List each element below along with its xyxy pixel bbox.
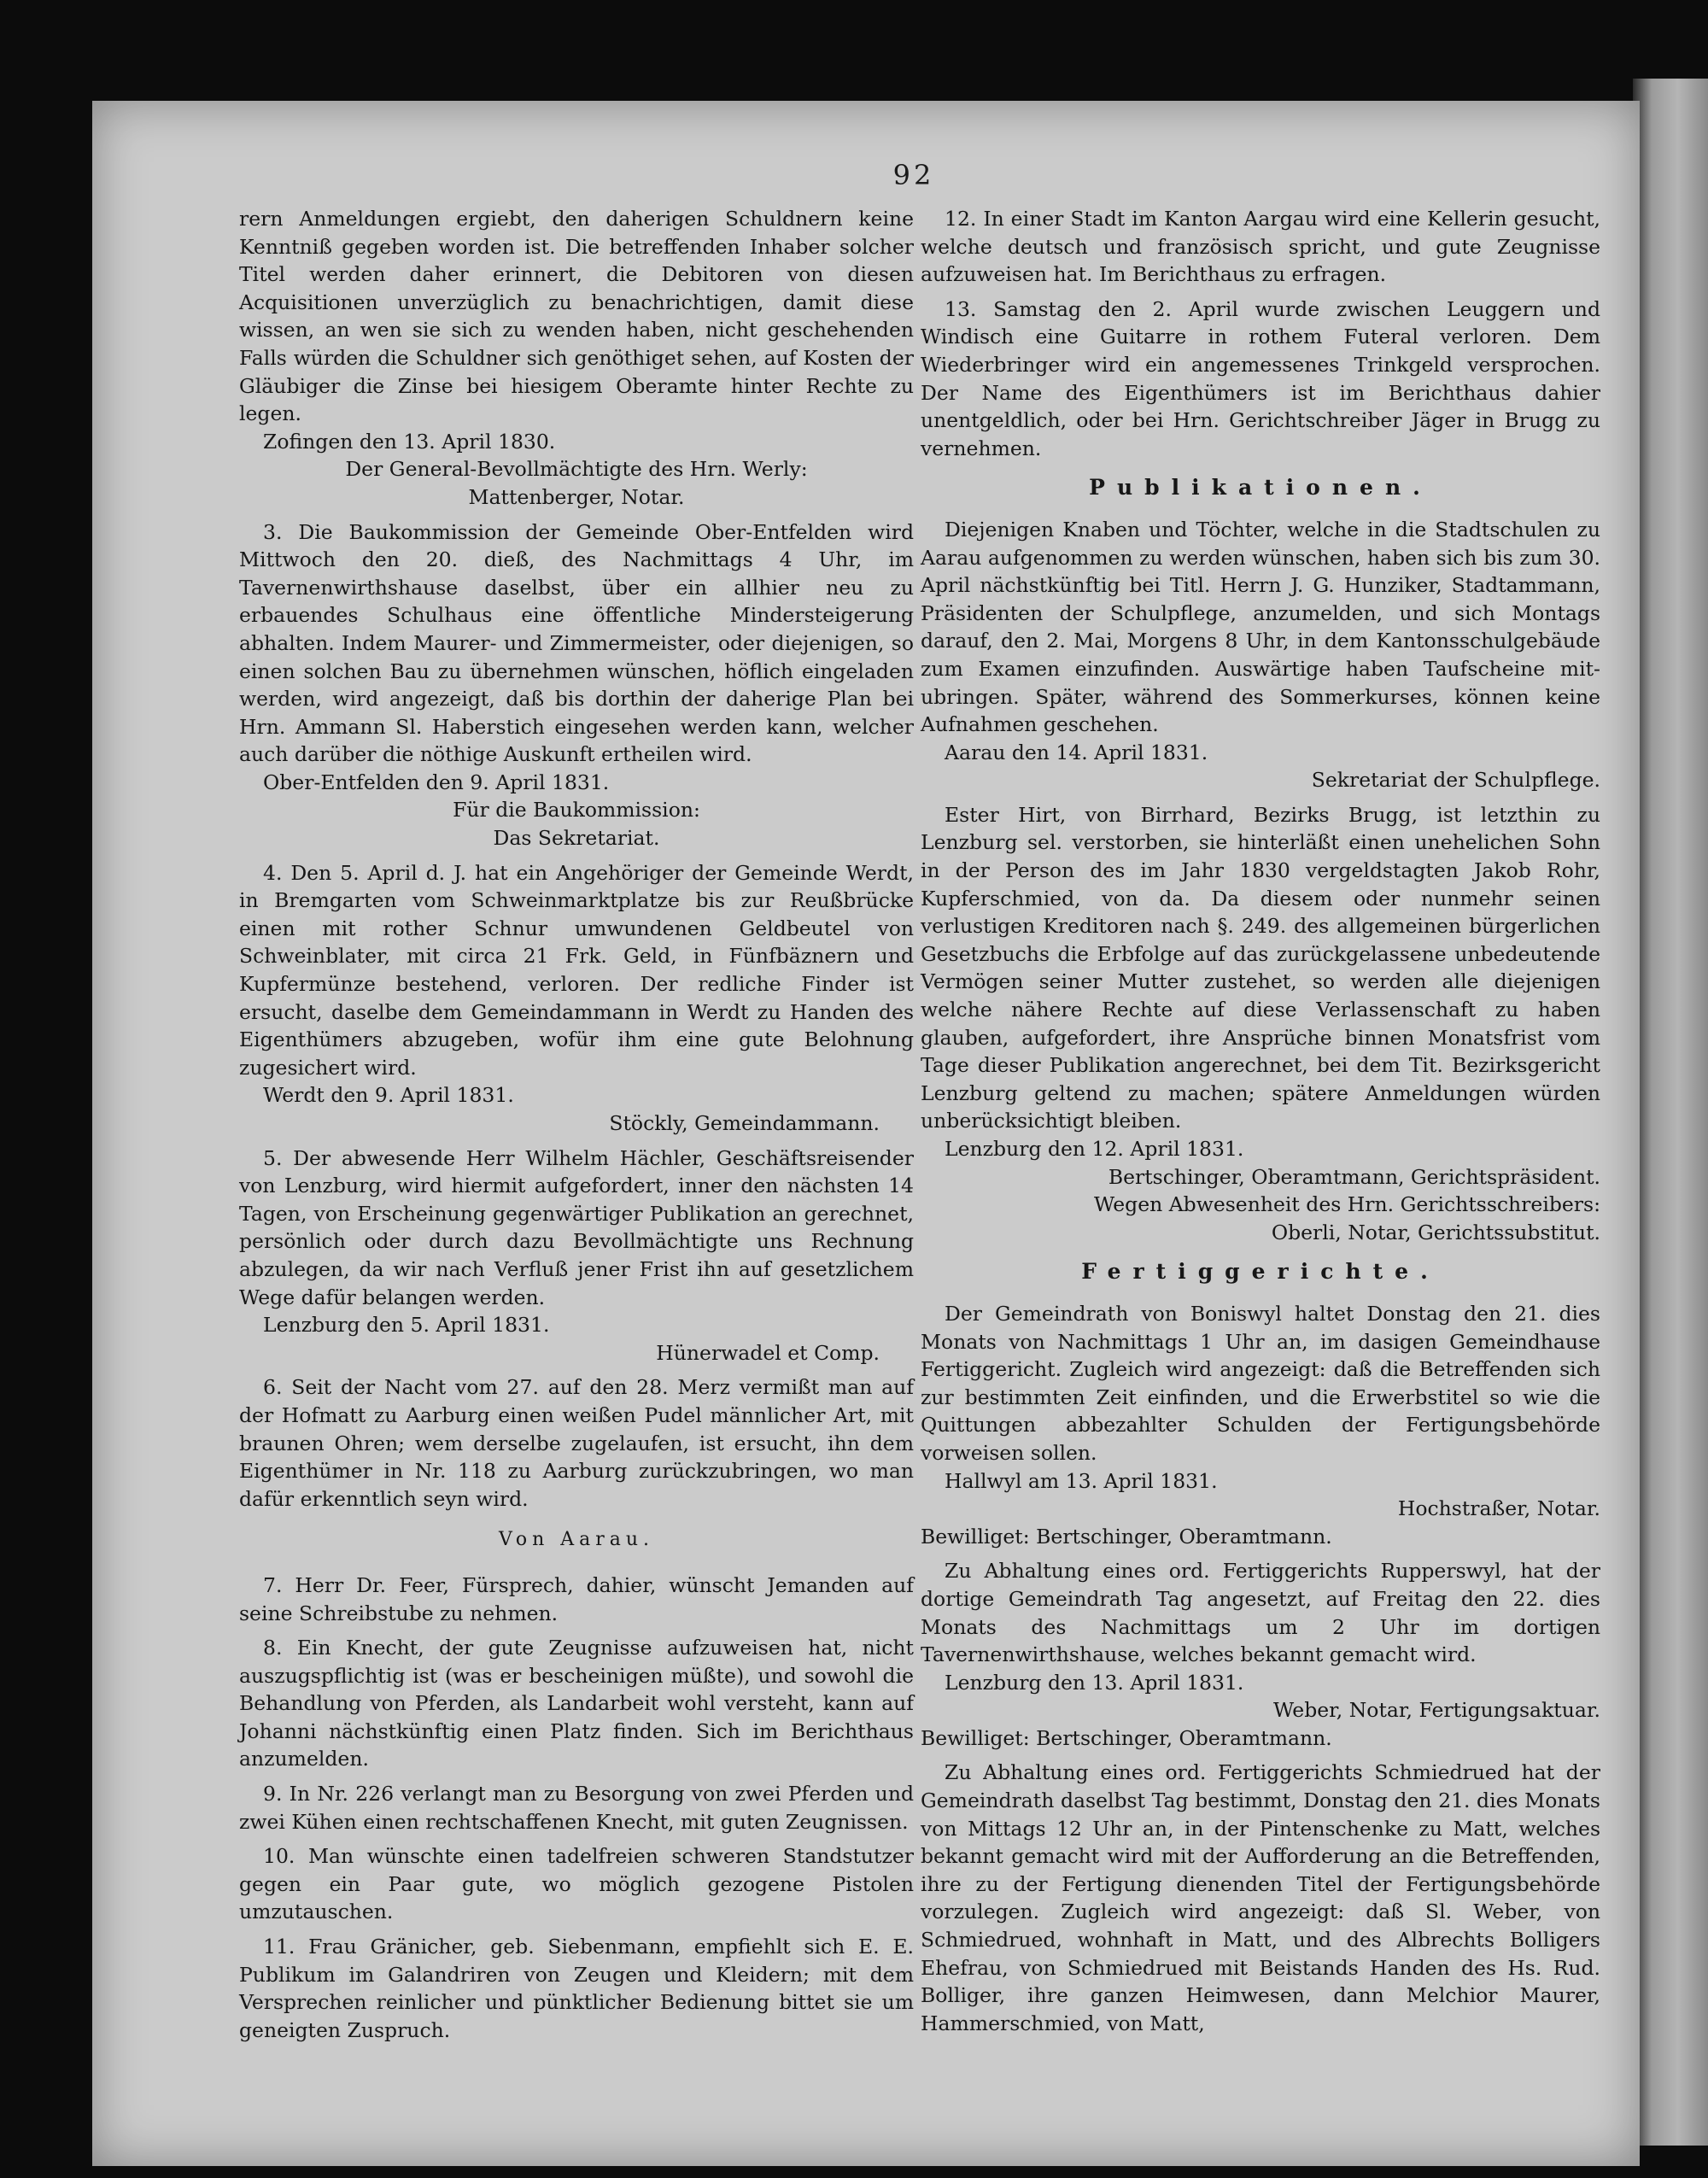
publication-1-text: Diejenigen Knaben und Töchter, welche in die Stadtschulen zu Aarau aufgenommen zu werden wünschen, haben sich bis zum 30. April nächstkünftig bei Titl. Herrn J. G. Hunziker, Stadtammann, Präsidenten der Schulpflege, anzumelden, und sich Montags darauf, den 2. Mai, Morgens 8 Uhr, in dem Kantonsschulgebäude zum Examen einzufinden. Auswärtige haben Taufscheine mit-ubringen. Später, während des Sommerkurses, können keine Aufnahmen geschehen. [921,517,1600,737]
section-heading-fertiggerichte: Fertiggerichte. [1081,1259,1440,1285]
notice-intro-text: rern Anmeldungen ergiebt, den daherigen Schuldnern keine Kenntniß gegeben worden ist. Die betreffenden Inhaber solcher Titel werden daher erinnert, die Debitoren von diesen Acquisitionen unverzüglich zu benachrichtigen, damit diese wissen, an wen sie sich zu wenden haben, nicht geschehenden Falls würden die Schuldner sich genöthiget sehen, auf Kosten der Gläubiger die Zinse bei hiesigem Oberamte hinter Rechte zu legen. [239,207,914,426]
section-heading-publikationen: Publikationen. [1089,475,1432,501]
notice-11-text: 11. Frau Gränicher, geb. Siebenmann, empfiehlt sich E. E. Publikum im Galandriren von Zeugen und Kleidern; mit dem Versprechen reinlicher und pünktlicher Bedienung bittet sie um geneigten Zuspruch. [239,1935,914,2042]
notice-12-text: 12. In einer Stadt im Kanton Aargau wird eine Kellerin gesucht, welche deutsch und französisch spricht, und gute Zeugnisse aufzuweisen hat. Im Berichthaus zu erfragen. [921,207,1600,287]
notice-5-place: Lenzburg den 5. April 1831. [263,1313,550,1338]
notice-3-signature: Für die Baukommission: [453,798,700,823]
fertiggericht-1-approval: Bewilliget: Bertschinger, Oberamtmann. [921,1524,1332,1549]
notice-10-text: 10. Man wünschte einen tadelfreien schweren Standstutzer gegen ein Paar gute, wo möglich gezogene Pistolen umzutauschen. [239,1844,914,1924]
fertiggericht-2-text: Zu Abhaltung eines ord. Fertiggerichts Rupperswyl, hat der dortige Gemeindrath Tag angesetzt, auf Freitag den 22. dies Monats des Nachmittags um 2 Uhr im dortigen Tavernenwirthshause, welches bekannt gemacht wird. [921,1559,1600,1667]
publication-2-signature-note: Wegen Abwesenheit des Hrn. Gerichtsschreibers: [1094,1192,1600,1217]
page-number: 92 [892,159,935,191]
fertiggericht-1-signature: Hochstraßer, Notar. [1397,1496,1600,1521]
notice-4-signature: Stöckly, Gemeindammann. [609,1111,880,1135]
fertiggericht-1-text: Der Gemeindrath von Boniswyl haltet Donstag den 21. dies Monats von Nachmittags 1 Uhr an, im dasigen Gemeindhause Fertiggericht. Zugleich wird angezeigt: daß die Betreffenden sich zur bestimmten Zeit einfinden, und die Erwerbstitel so wie die Quittungen abbezahlter Schulden der Fertigungsbehörde vorweisen sollen. [921,1301,1600,1465]
right-column [921,205,1600,2037]
fertiggericht-2-signature: Weber, Notar, Fertigungsaktuar. [1273,1698,1600,1723]
fertiggericht-2-place: Lenzburg den 13. April 1831. [945,1670,1244,1695]
notice-9-text: 9. In Nr. 226 verlangt man zu Besorgung von zwei Pferden und zwei Kühen einen rechtschaffenen Knecht, mit guten Zeugnissen. [239,1782,914,1834]
notice-5-signature: Hünerwadel et Comp. [656,1340,880,1365]
publication-2-signature-name: Oberli, Notar, Gerichtssubstitut. [1271,1220,1600,1244]
adjacent-page-edge [1633,79,1708,2146]
publication-1-signature: Sekretariat der Schulpflege. [1311,768,1600,793]
notice-3-text: 3. Die Baukommission der Gemeinde Ober-Entfelden wird Mittwoch den 20. dieß, des Nachmittags 4 Uhr, im Tavernenwirthshause daselbst, über ein allhier neu zu erbauendes Schulhaus eine öffentliche Mindersteigerung abhalten. Indem Maurer- und Zimmermeister, oder diejenigen, so einen solchen Bau zu übernehmen wünschen, höflich eingeladen werden, wird angezeigt, daß bis dorthin der daherige Plan bei Hrn. Ammann Sl. Haberstich eingesehen werden kann, welcher auch darüber die nöthige Auskunft ertheilen wird. [239,519,914,767]
notice-13-text: 13. Samstag den 2. April wurde zwischen Leuggern und Windisch eine Guitarre in rothem Futeral verloren. Dem Wiederbringer wird ein angemessenes Trinkgeld versprochen. Der Name des Eigenthümers ist im Berichthaus dahier unentgeldlich, oder bei Hrn. Gerichtschreiber Jäger in Brugg zu vernehmen. [921,296,1600,460]
fertiggericht-1-place: Hallwyl am 13. April 1831. [945,1468,1218,1493]
notice-4-place: Werdt den 9. April 1831. [263,1083,514,1108]
section-heading-von-aarau: Von Aarau. [498,1529,655,1551]
notice-intro-place: Zofingen den 13. April 1830. [263,429,556,454]
notice-6-text: 6. Seit der Nacht vom 27. auf den 28. Merz vermißt man auf der Hofmatt zu Aarburg einen weißen Pudel männlicher Art, mit braunen Ohren; wem derselbe zugelaufen, ist ersucht, ihn dem Eigenthümer in Nr. 118 zu Aarburg zurückzubringen, wo man dafür erkenntlich seyn wird. [239,1375,914,1511]
notice-intro-signature-name: Mattenberger, Notar. [468,484,685,509]
fertiggericht-3-text: Zu Abhaltung eines ord. Fertiggerichts Schmiedrued hat der Gemeindrath daselbst Tag bestimmt, Donstag den 21. dies Monats von Mittags 12 Uhr an, in der Pintenschenke zu Matt, welches bekannt gemacht wird mit der Aufforderung an die Betreffenden, ihre zu der Fertigung dienenden Titel der Fertigungsbehörde vorzulegen. Zugleich wird angezeigt: daß Sl. Weber, von Schmiedrued, wohnhaft in Matt, und des Albrechts Bolligers Ehefrau, von Schmiedrued mit Beistands Handen des Hs. Rud. Bolliger, ihre ganzen Heimwesen, dann Melchior Maurer, Hammerschmied, von Matt, [921,1760,1600,2035]
publication-2-text: Ester Hirt, von Birrhard, Bezirks Brugg, ist letzthin zu Lenzburg sel. verstorben, sie hinterläßt einen unehelichen Sohn in der Person des im Jahr 1830 vergeldstagten Jakob Rohr, Kupferschmied, von da. Da diesem oder nunmehr seinen verlustigen Kreditoren nach §. 249. des allgemeinen bürgerlichen Gesetzbuchs die Erbfolge auf das zurückgelassene unbedeutende Vermögen seiner Mutter zustehet, so werden alle diejenigen welche nähere Rechte auf diese Verlassenschaft zu haben glauben, aufgefordert, ihre Ansprüche binnen Monatsfrist vom Tage dieser Publikation angerechnet, bei dem Tit. Bezirksgericht Lenzburg geltend zu machen; spätere Anmeldungen würden unberücksichtigt bleiben. [921,802,1600,1133]
left-column [239,205,914,2044]
fertiggericht-2-approval: Bewilliget: Bertschinger, Oberamtmann. [921,1725,1332,1750]
notice-7-text: 7. Herr Dr. Feer, Fürsprech, dahier, wünscht Jemanden auf seine Schreibstube zu nehmen. [239,1572,914,1625]
notice-3-place: Ober-Entfelden den 9. April 1831. [263,770,610,794]
publication-2-signature: Bertschinger, Oberamtmann, Gerichtspräsident. [1108,1164,1600,1189]
publication-2-place: Lenzburg den 12. April 1831. [945,1137,1244,1161]
notice-8-text: 8. Ein Knecht, der gute Zeugnisse aufzuweisen hat, nicht auszugspflichtig ist (was er bescheinigen müßte), und sowohl die Behandlung von Pferden, als Landarbeit wohl versteht, kann auf Johanni nächstkünftig einen Platz finden. Sich im Berichthaus anzumelden. [239,1636,914,1771]
notice-4-text: 4. Den 5. April d. J. hat ein Angehöriger der Gemeinde Werdt, in Bremgarten vom Schweinmarktplatze bis zur Reußbrücke einen mit rother Schnur umwundenen Geldbeutel von Schweinblater, mit circa 21 Frk. Geld, in Fünfbäznern und Kupfermünze bestehend, verloren. Der redliche Finder ist ersucht, daselbe dem Gemeindammann in Werdt zu Handen des Eigenthümers abzugeben, wofür ihm eine gute Belohnung zugesichert wird. [239,860,914,1080]
notice-5-text: 5. Der abwesende Herr Wilhelm Hächler, Geschäftsreisender von Lenzburg, wird hiermit aufgefordert, inner den nächsten 14 Tagen, von Erscheinung gegenwärtiger Publikation an gerechnet, persönlich oder durch dazu Bevollmächtigte uns Rechnung abzulegen, da wir nach Verfluß jener Frist ihn auf gesetzlichem Wege dafür belangen werden. [239,1145,914,1309]
notice-intro-signature: Der General-Bevollmächtigte des Hrn. Werly: [345,457,808,482]
notice-3-signature-name: Das Sekretariat. [493,826,660,851]
publication-1-place: Aarau den 14. April 1831. [945,740,1208,764]
